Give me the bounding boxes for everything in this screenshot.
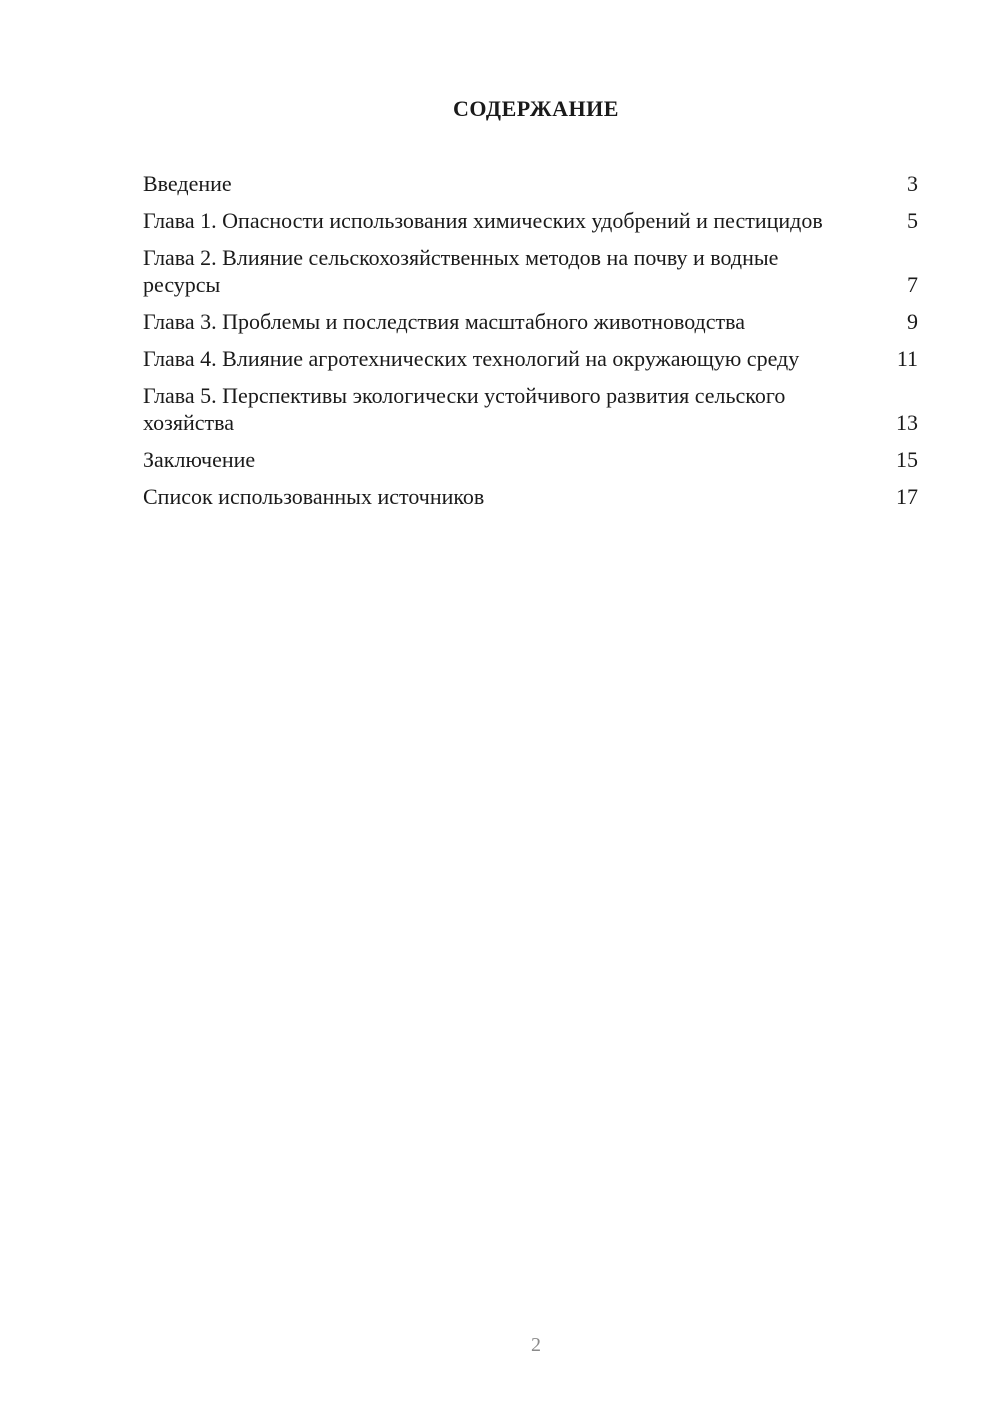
toc-entry-page: 11: [896, 346, 918, 371]
toc-entry-conclusion: [143, 446, 918, 473]
toc-entry-text: Введение: [143, 171, 232, 196]
toc-entry-chapter-4: [143, 345, 918, 372]
toc-entry-text: Глава 2. Влияние сельскохозяйственных методов на почву и водные ресурсы: [143, 245, 779, 297]
toc-entry-references: [143, 483, 918, 510]
toc-entry-text: Заключение: [143, 447, 256, 472]
toc-entry-page: 13: [896, 410, 918, 435]
toc-entry-text: Глава 3. Проблемы и последствия масштабного животноводства: [143, 309, 745, 334]
toc-entry-page: 9: [907, 309, 918, 334]
toc-entry-page: 7: [907, 272, 918, 297]
toc-entry-text: Глава 4. Влияние агротехнических технологий на окружающую среду: [143, 346, 800, 371]
toc-entry-chapter-5: [143, 382, 918, 436]
toc-entry-text: Глава 5. Перспективы экологически устойчивого развития сельского хозяйства: [143, 383, 786, 435]
toc-entry-chapter-1: [143, 207, 918, 234]
toc-entry-page: 3: [907, 171, 918, 196]
toc-entry-chapter-3: [143, 308, 918, 335]
toc-entry-chapter-2: [143, 244, 918, 298]
toc-title: СОДЕРЖАНИЕ: [453, 96, 619, 121]
page-number: 2: [531, 1334, 541, 1356]
toc-entry-page: 15: [896, 447, 918, 472]
toc-entry-text: Глава 1. Опасности использования химических удобрений и пестицидов: [143, 208, 823, 233]
toc-entry-page: 17: [896, 484, 918, 509]
toc-entry-introduction: [143, 170, 918, 197]
toc-entry-page: 5: [907, 208, 918, 233]
toc-entry-text: Список использованных источников: [143, 484, 485, 509]
table-of-contents: [143, 170, 918, 520]
